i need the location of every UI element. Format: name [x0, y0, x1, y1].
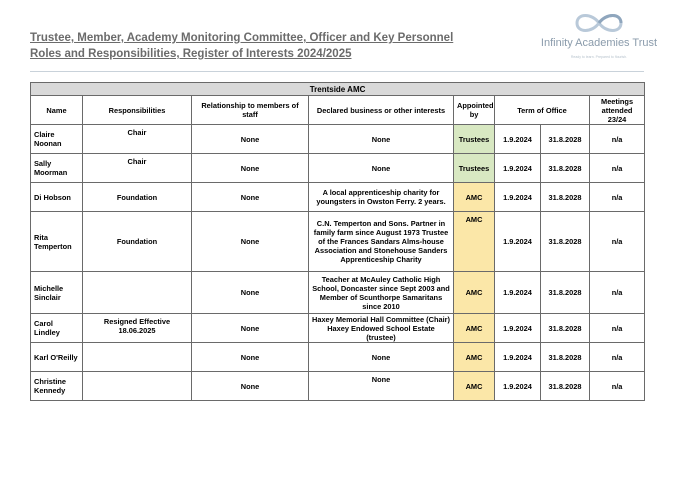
cell-interests: Teacher at McAuley Catholic High School, Doncaster since Sept 2003 and Member of Scunthorpe Samaritans since 2010 [309, 272, 454, 314]
cell-meetings: n/a [590, 372, 645, 401]
cell-appointed: Trustees [454, 154, 495, 183]
cell-name: Sally Moorman [31, 154, 83, 183]
section-title: Trentside AMC [31, 83, 645, 96]
cell-term-end: 31.8.2028 [541, 212, 590, 272]
cell-term-end: 31.8.2028 [541, 125, 590, 154]
cell-term-start: 1.9.2024 [495, 212, 541, 272]
cell-appointed: AMC [454, 372, 495, 401]
table-row [31, 343, 645, 372]
cell-term-start: 1.9.2024 [495, 343, 541, 372]
cell-name: Claire Noonan [31, 125, 83, 154]
cell-appointed: Trustees [454, 125, 495, 154]
document-title [30, 30, 453, 62]
cell-interests: None [309, 125, 454, 154]
header-responsibilities: Responsibilities [83, 96, 192, 125]
cell-term-end: 31.8.2028 [541, 343, 590, 372]
cell-name: Karl O'Reilly [31, 343, 83, 372]
cell-term-start: 1.9.2024 [495, 314, 541, 343]
cell-name: Carol Lindley [31, 314, 83, 343]
cell-appointed: AMC [454, 212, 495, 272]
header-term: Term of Office [495, 96, 590, 125]
cell-responsibility: Chair [83, 154, 192, 183]
cell-term-start: 1.9.2024 [495, 372, 541, 401]
header-relationship: Relationship to members of staff [192, 96, 309, 125]
header-row [31, 96, 645, 125]
cell-relationship: None [192, 372, 309, 401]
cell-interests: None [309, 343, 454, 372]
cell-meetings: n/a [590, 125, 645, 154]
cell-interests: A local apprenticeship charity for youngsters in Owston Ferry. 2 years. [309, 183, 454, 212]
cell-responsibility [83, 372, 192, 401]
document-title-line-1: Trustee, Member, Academy Monitoring Committee, Officer and Key Personnel [30, 32, 454, 44]
cell-meetings: n/a [590, 343, 645, 372]
cell-interests: C.N. Temperton and Sons. Partner in family farm since August 1973 Trustee of the Frances Sandars Alms-house Association and Stonehouse Sanders Apprenticeship Charity [309, 212, 454, 272]
infinity-icon [569, 10, 629, 36]
table-row [31, 272, 645, 314]
document-title-line-2: Roles and Responsibilities, Register of Interests 2024/2025 [30, 48, 352, 60]
cell-term-end: 31.8.2028 [541, 183, 590, 212]
cell-appointed: AMC [454, 314, 495, 343]
cell-relationship: None [192, 212, 309, 272]
cell-relationship: None [192, 183, 309, 212]
table-row [31, 154, 645, 183]
cell-responsibility: Foundation [83, 183, 192, 212]
cell-interests: Haxey Memorial Hall Committee (Chair) Haxey Endowed School Estate (trustee) [309, 314, 454, 343]
header-interests: Declared business or other interests [309, 96, 454, 125]
cell-term-end: 31.8.2028 [541, 154, 590, 183]
trust-logo [534, 10, 658, 68]
table-row [31, 372, 645, 401]
register-table [30, 82, 645, 401]
logo-name: Infinity Academies Trust [540, 37, 658, 49]
cell-appointed: AMC [454, 343, 495, 372]
cell-responsibility: Foundation [83, 212, 192, 272]
cell-meetings: n/a [590, 212, 645, 272]
table-row [31, 212, 645, 272]
table-row [31, 125, 645, 154]
cell-term-start: 1.9.2024 [495, 125, 541, 154]
cell-name: Rita Temperton [31, 212, 83, 272]
cell-appointed: AMC [454, 183, 495, 212]
cell-relationship: None [192, 125, 309, 154]
header-divider [30, 71, 644, 72]
header-name: Name [31, 96, 83, 125]
cell-term-start: 1.9.2024 [495, 183, 541, 212]
cell-term-start: 1.9.2024 [495, 154, 541, 183]
table-row [31, 183, 645, 212]
cell-term-end: 31.8.2028 [541, 272, 590, 314]
header-meetings: Meetings attended 23/24 [590, 96, 645, 125]
table-row [31, 314, 645, 343]
header-appointed: Appointed by [454, 96, 495, 125]
cell-term-start: 1.9.2024 [495, 272, 541, 314]
cell-relationship: None [192, 343, 309, 372]
cell-interests: None [309, 372, 454, 401]
cell-meetings: n/a [590, 154, 645, 183]
cell-term-end: 31.8.2028 [541, 314, 590, 343]
cell-responsibility [83, 343, 192, 372]
cell-meetings: n/a [590, 314, 645, 343]
cell-relationship: None [192, 272, 309, 314]
cell-appointed: AMC [454, 272, 495, 314]
cell-meetings: n/a [590, 183, 645, 212]
logo-tagline: Ready to learn. Prepared to flourish. [570, 55, 628, 59]
cell-responsibility: Resigned Effective 18.06.2025 [83, 314, 192, 343]
cell-name: Michelle Sinclair [31, 272, 83, 314]
cell-interests: None [309, 154, 454, 183]
cell-name: Di Hobson [31, 183, 83, 212]
cell-relationship: None [192, 154, 309, 183]
cell-responsibility: Chair [83, 125, 192, 154]
cell-relationship: None [192, 314, 309, 343]
cell-name: Christine Kennedy [31, 372, 83, 401]
cell-term-end: 31.8.2028 [541, 372, 590, 401]
cell-meetings: n/a [590, 272, 645, 314]
cell-responsibility [83, 272, 192, 314]
